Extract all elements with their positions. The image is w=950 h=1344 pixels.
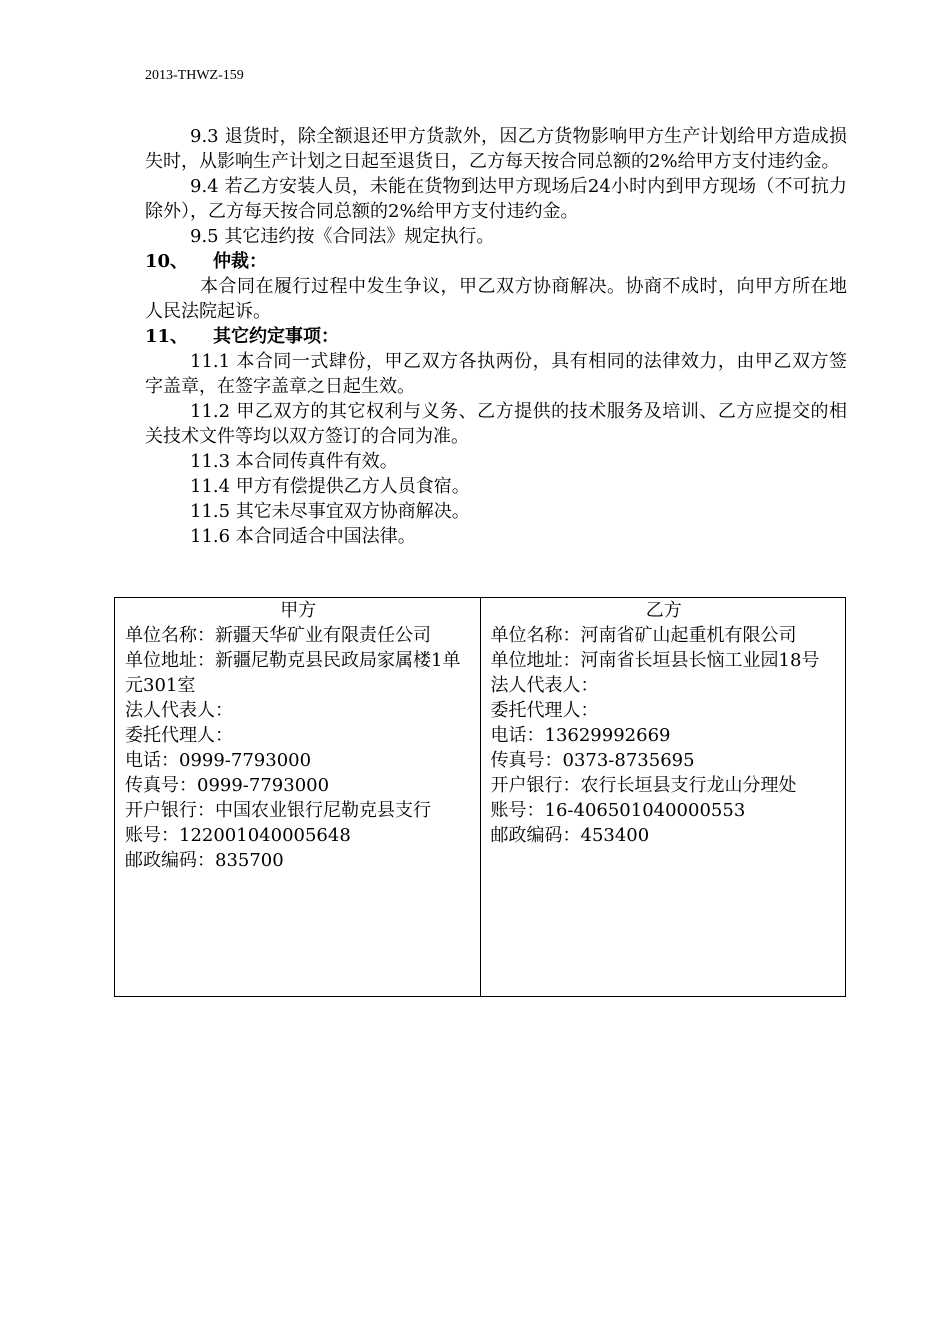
party-b-title: 乙方 — [645, 600, 682, 621]
party-a-fax: 传真号：0999-7793000 — [125, 775, 330, 796]
clause-11-6: 11.6 本合同适合中国法律。 — [190, 526, 416, 547]
clause-11-4: 11.4 甲方有偿提供乙方人员食宿。 — [190, 476, 470, 497]
clause-11-2: 11.2 甲乙双方的其它权利与义务、乙方提供的技术服务及培训、乙方应提交的相关技术文件等均以双方签订的合同为准。 — [145, 401, 847, 447]
signature-table — [114, 597, 846, 997]
party-a-bank: 开户银行：中国农业银行尼勒克县支行 — [125, 800, 431, 821]
clause-10-heading — [145, 249, 847, 274]
party-a-account: 账号：122001040005648 — [125, 825, 351, 846]
party-b-cell — [480, 598, 846, 997]
clause-11-number: 11、 — [145, 326, 189, 347]
party-a-phone: 电话：0999-7793000 — [125, 750, 312, 771]
party-b-bank: 开户银行：农行长垣县支行龙山分理处 — [490, 775, 797, 796]
party-b-address: 单位地址：河南省长垣县长恼工业园18号 — [490, 650, 820, 671]
clause-11-5: 11.5 其它未尽事宜双方协商解决。 — [190, 501, 470, 522]
clause-11-heading — [145, 324, 847, 349]
party-b-fax: 传真号：0373-8735695 — [490, 750, 695, 771]
party-a-address: 单位地址：新疆尼勒克县民政局家属楼1单元301室 — [125, 650, 461, 696]
clause-10-text: 本合同在履行过程中发生争议，甲乙双方协商解决。协商不成时，向甲方所在地人民法院起诉。 — [145, 276, 847, 322]
clause-9-5: 9.5 其它违约按《合同法》规定执行。 — [190, 226, 495, 247]
clause-10-number: 10、 — [145, 251, 189, 272]
party-b-name: 单位名称：河南省矿山起重机有限公司 — [490, 625, 797, 646]
clause-11-1: 11.1 本合同一式肆份，甲乙双方各执两份，具有相同的法律效力，由甲乙双方签字盖章，在签字盖章之日起生效。 — [145, 351, 847, 397]
party-b-legal-rep: 法人代表人： — [490, 675, 599, 696]
party-a-agent: 委托代理人： — [125, 725, 233, 746]
document-code: 2013-THWZ-159 — [145, 68, 244, 83]
party-a-title: 甲方 — [280, 600, 317, 621]
party-b-phone: 电话：13629992669 — [490, 725, 671, 746]
clause-11-3: 11.3 本合同传真件有效。 — [190, 451, 398, 472]
clause-9-4: 9.4 若乙方安装人员，未能在货物到达甲方现场后24小时内到甲方现场（不可抗力除外），乙方每天按合同总额的2%给甲方支付违约金。 — [145, 176, 847, 222]
party-b-account: 账号：16-406501040000553 — [490, 800, 746, 821]
party-a-postcode: 邮政编码：835700 — [125, 850, 284, 871]
party-b-agent: 委托代理人： — [490, 700, 599, 721]
party-a-cell — [115, 598, 481, 997]
clause-9-3: 9.3 退货时，除全额退还甲方货款外，因乙方货物影响甲方生产计划给甲方造成损失时，从影响生产计划之日起至退货日，乙方每天按合同总额的2%给甲方支付违约金。 — [145, 126, 847, 172]
party-b-postcode: 邮政编码：453400 — [490, 825, 650, 846]
party-a-name: 单位名称：新疆天华矿业有限责任公司 — [125, 625, 431, 646]
party-a-legal-rep: 法人代表人： — [125, 700, 233, 721]
contract-body — [145, 124, 847, 549]
clause-10-title: 仲裁： — [213, 251, 267, 272]
clause-11-title: 其它约定事项： — [213, 326, 339, 347]
